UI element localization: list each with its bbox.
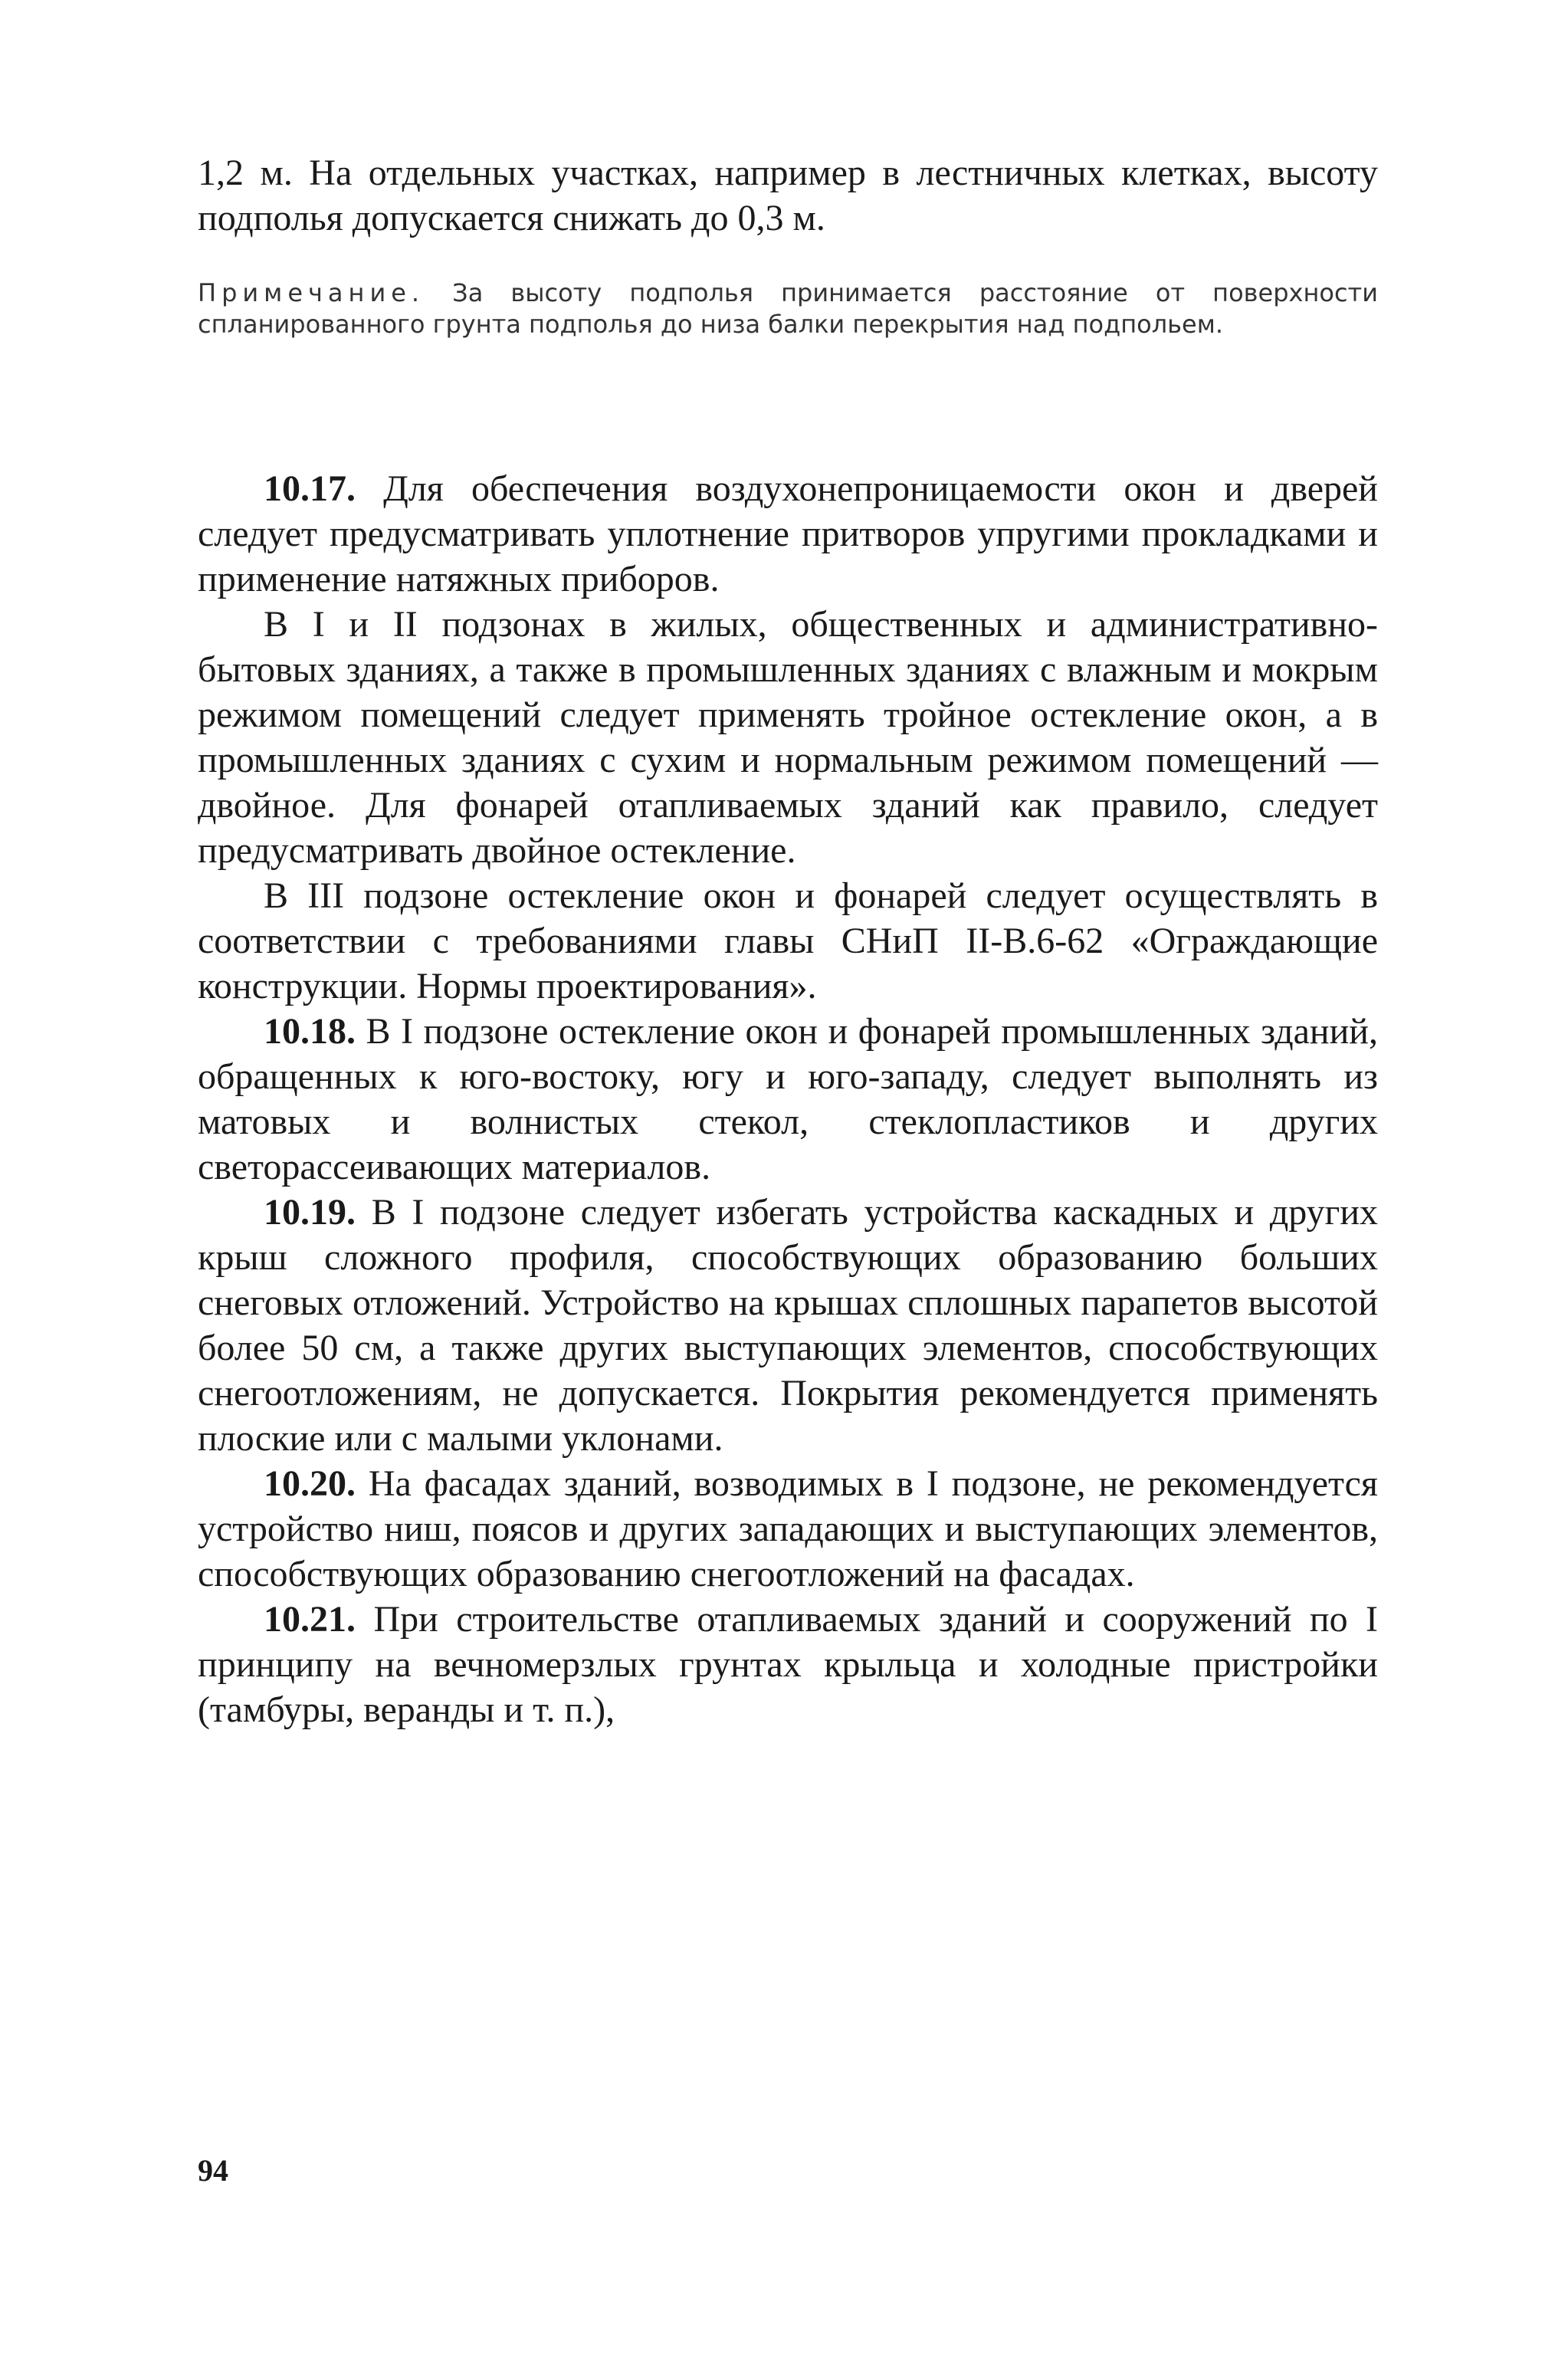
sections-block — [198, 466, 1378, 1732]
section-text: При строительстве отапливаемых зданий и сооружений по I принципу на вечномерзлых грунтах крыльца и холодные пристройки (тамбуры, веранды и т. п.), — [198, 1599, 1378, 1730]
top-paragraph — [198, 150, 1378, 241]
section-10-19 — [198, 1190, 1378, 1461]
paragraph-zone-3 — [198, 873, 1378, 1009]
section-text: В III подзоне остекление окон и фонарей следует осуществлять в соответствии с требованиями главы СНиП II-В.6-62 «Ограждающие конструкции. Нормы проектирования». — [198, 875, 1378, 1006]
section-text: В I и II подзонах в жилых, общественных и административно-бытовых зданиях, а также в промышленных зданиях с влажным и мокрым режимом помещений следует применять тройное остекление окон, а в промышленных зданиях с сухим и нормальным режимом помещений — двойное. Для фонарей отапливаемых зданий как правило, следует предусматривать двойное остекление. — [198, 604, 1378, 871]
section-number: 10.20. — [264, 1463, 356, 1504]
top-paragraph-text: 1,2 м. На отдельных участках, например в лестничных клетках, высоту подполья допускается снижать до 0,3 м. — [198, 153, 1378, 238]
section-number: 10.17. — [264, 468, 356, 509]
section-text: Для обеспечения воздухонепроницаемости окон и дверей следует предусматривать уплотнение притворов упругими прокладками и применение натяжных приборов. — [198, 468, 1378, 599]
section-number: 10.19. — [264, 1192, 356, 1233]
paragraph-zones-1-2 — [198, 602, 1378, 873]
section-text: В I подзоне остекление окон и фонарей промышленных зданий, обращенных к юго-востоку, югу и юго-западу, следует выполнять из матовых и волнистых стекол, стеклопластиков и других светорассеивающих материалов. — [198, 1011, 1378, 1187]
section-number: 10.21. — [264, 1599, 356, 1640]
section-text: В I подзоне следует избегать устройства каскадных и других крыш сложного профиля, способствующих образованию больших снеговых отложений. Устройство на крышах сплошных парапетов высотой более 50 см, а также других выступающих элементов, способствующих снегоотложениям, не допускается. Покрытия рекомендуется применять плоские или с малыми уклонами. — [198, 1192, 1379, 1459]
section-10-17 — [198, 466, 1378, 602]
page-number: 94 — [198, 2153, 228, 2188]
section-10-18 — [198, 1009, 1378, 1190]
note-text: За высоту подполья принимается расстояние от поверхности спланированного грунта подполья до низа балки перекрытия над подпольем. — [198, 278, 1379, 339]
section-number: 10.18. — [264, 1011, 356, 1052]
section-10-21 — [198, 1597, 1378, 1732]
note-block — [198, 277, 1378, 340]
section-text: На фасадах зданий, возводимых в I подзоне, не рекомендуется устройство ниш, поясов и других западающих и выступающих элементов, способствующих образованию снегоотложений на фасадах. — [198, 1463, 1379, 1594]
section-10-20 — [198, 1461, 1378, 1597]
note-label: Примечание. — [198, 278, 425, 307]
